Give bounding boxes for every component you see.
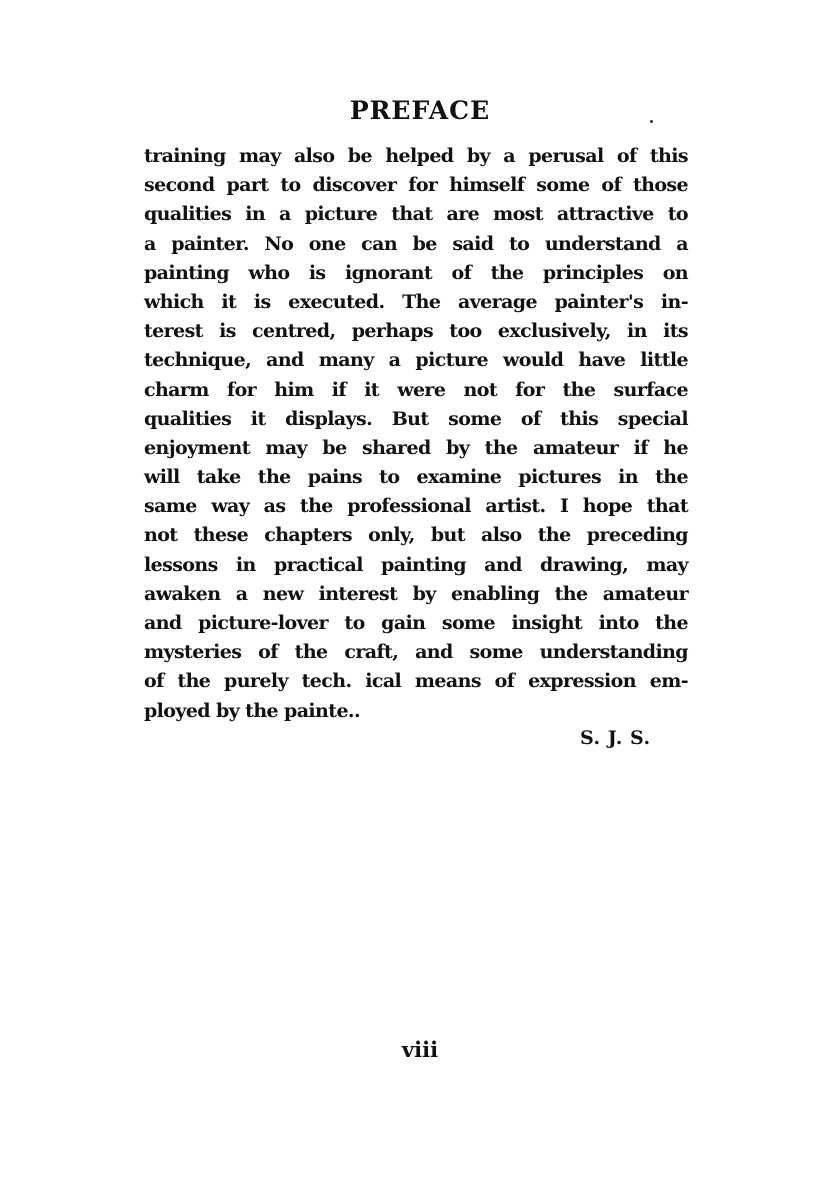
body-line: not these chapters only, but also the preceding [144,524,688,547]
preface-body [144,142,688,726]
body-line: of the purely tech. ical means of expression em- [144,670,688,693]
body-line: which it is executed. The average painter's in- [144,290,688,313]
page-title: PREFACE [349,96,491,125]
author-initials: S. J. S. [580,727,651,749]
body-line: painting who is ignorant of the principles on [144,261,688,284]
body-line: technique, and many a picture would have little [144,349,688,372]
body-line: ployed by the painte.. [144,699,360,722]
body-line: same way as the professional artist. I hope that [144,495,688,518]
body-line: terest is centred, perhaps too exclusively, in its [144,320,688,343]
body-line: a painter. No one can be said to understand a [144,232,688,255]
body-line: will take the pains to examine pictures in the [144,466,688,489]
body-line: training may also be helped by a perusal of this [144,145,688,167]
page-number: viii [401,1037,439,1062]
body-line: mysteries of the craft, and some understanding [144,641,688,664]
ink-speck [650,120,653,123]
body-line: qualities in a picture that are most attractive to [144,203,688,226]
body-line: charm for him if it were not for the surface [144,378,688,401]
body-line: awaken a new interest by enabling the amateur [144,582,688,605]
body-line: and picture-lover to gain some insight into the [144,612,688,634]
body-line: lessons in practical painting and drawing, may [144,553,688,576]
body-line: enjoyment may be shared by the amateur if he [144,436,688,459]
body-line: qualities it displays. But some of this special [144,407,688,430]
body-line: second part to discover for himself some of those [144,174,688,197]
